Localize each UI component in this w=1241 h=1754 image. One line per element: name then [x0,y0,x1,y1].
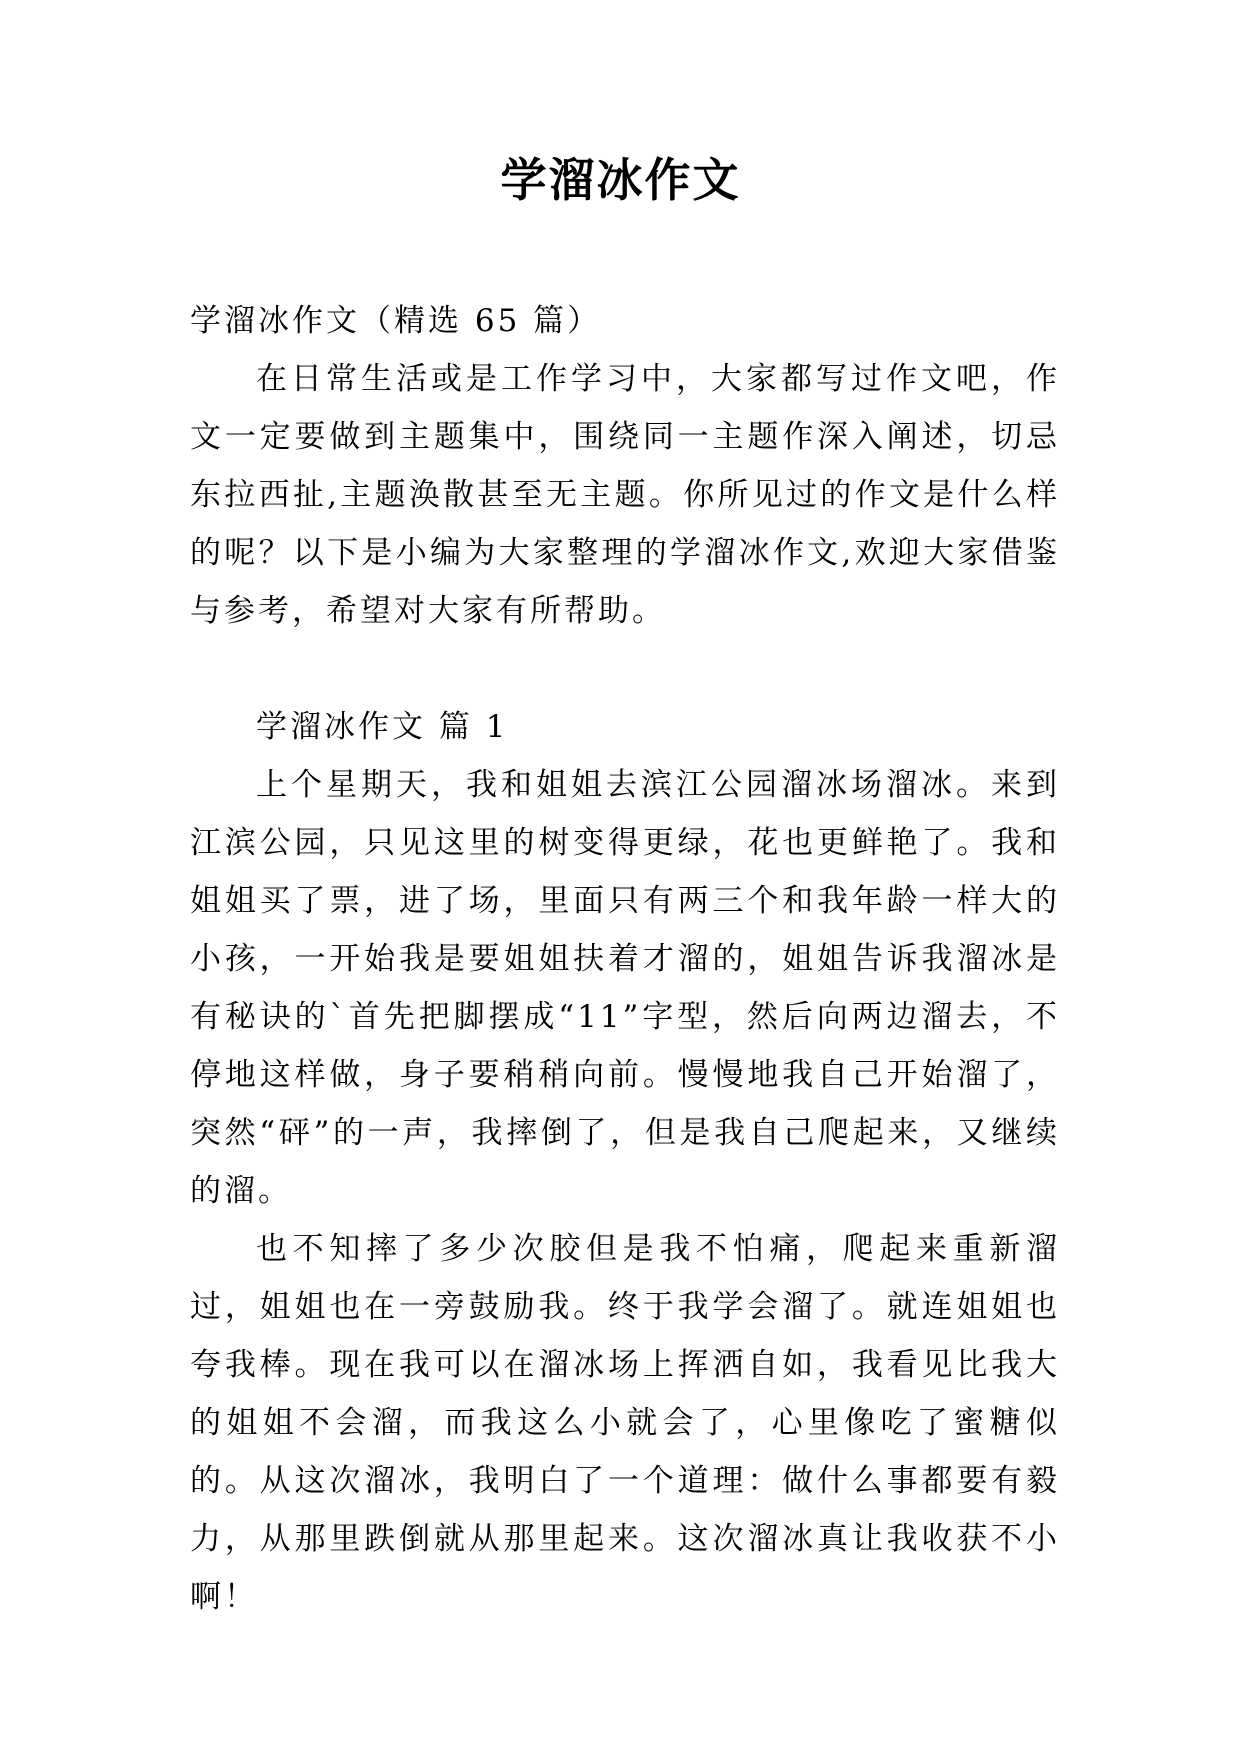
body-paragraph-2: 也不知摔了多少次胶但是我不怕痛，爬起来重新溜过，姐姐也在一旁鼓励我。终于我学会溜了。就连姐姐也夸我棒。现在我可以在溜冰场上挥洒自如，我看见比我大的姐姐不会溜，而我这么小就会了，心里像吃了蜜糖似的。从这次溜冰，我明白了一个道理：做什么事都要有毅力，从那里跌倒就从那里起来。这次溜冰真让我收获不小啊！ [190,1231,1060,1615]
body-paragraph-1: 上个星期天，我和姐姐去滨江公园溜冰场溜冰。来到江滨公园，只见这里的树变得更绿，花也更鲜艳了。我和姐姐买了票，进了场，里面只有两三个和我年龄一样大的小孩，一开始我是要姐姐扶着才溜的，姐姐告诉我溜冰是有秘诀的`首先把脚摆成“11”字型，然后向两边溜去，不停地这样做，身子要稍稍向前。慢慢地我自己开始溜了，突然“砰”的一声，我摔倒了，但是我自己爬起来，又继续的溜。 [190,767,1060,1209]
document-body [190,292,1060,1626]
document-title: 学溜冰作文 [500,153,741,207]
intro-paragraph: 在日常生活或是工作学习中，大家都写过作文吧，作文一定要做到主题集中，围绕同一主题作深入阐述，切忌东拉西扯,主题涣散甚至无主题。你所见过的作文是什么样的呢？以下是小编为大家整理的学溜冰作文,欢迎大家借鉴与参考，希望对大家有所帮助。 [190,361,1060,629]
section-heading: 学溜冰作文 篇 1 [256,709,509,745]
paragraph-spacer [190,640,1060,698]
document-subtitle: 学溜冰作文（精选 65 篇） [190,303,602,339]
